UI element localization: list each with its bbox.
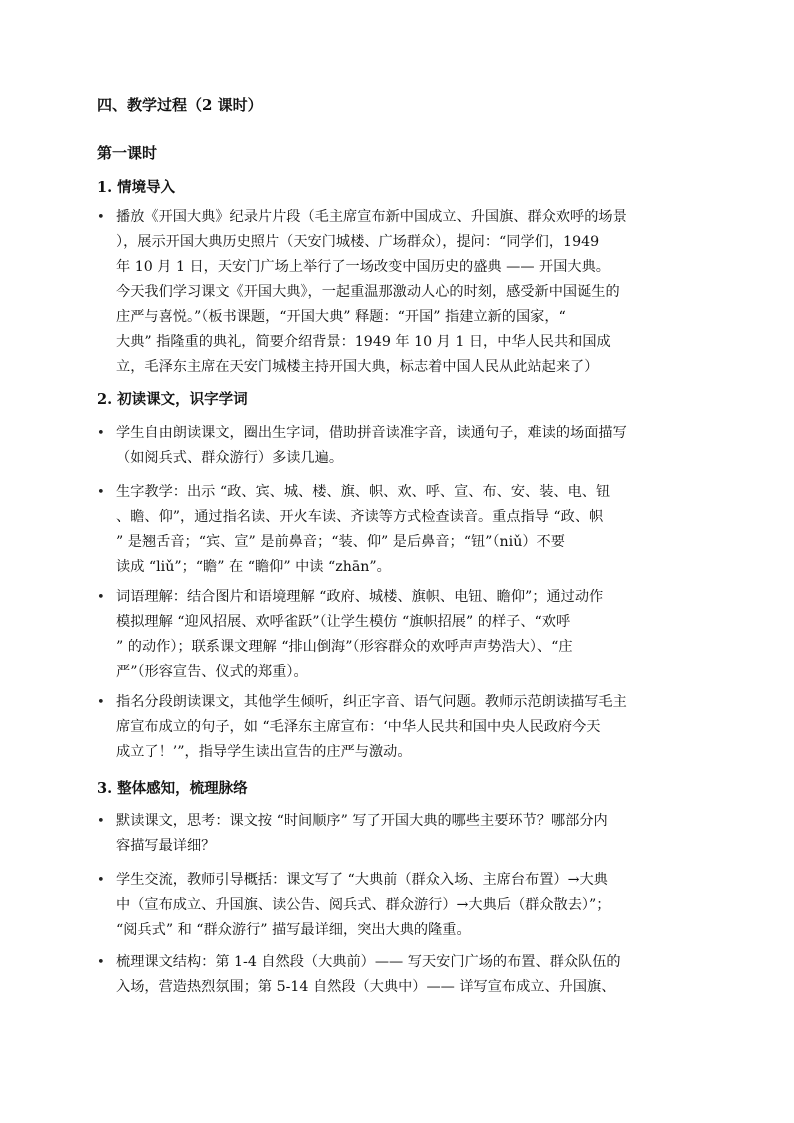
- bullet-marker: •: [97, 426, 105, 441]
- text-line: 中（宣布成立、升国旗、读公告、阅兵式、群众游行）→大典后（群众散去）”；: [116, 897, 611, 913]
- text-line: 词语理解：结合图片和语境理解 “政府、城楼、旗帜、电钮、瞻仰”；通过动作: [116, 589, 604, 605]
- bullet-marker: •: [97, 873, 105, 888]
- text-line: ），展示开国大典历史照片（天安门城楼、广场群众），提问：“同学们，1949: [116, 234, 600, 250]
- step-title-1: 1. 情境导入: [97, 179, 176, 196]
- text-line: 年 10 月 1 日，天安门广场上举行了一场改变中国历史的盛典 —— 开国大典。: [116, 259, 610, 275]
- text-line: 成立了！’”，指导学生读出宣告的庄严与激动。: [116, 744, 412, 760]
- bullet-item: [116, 690, 701, 765]
- text-line: 入场，营造热烈氛围；第 5-14 自然段（大典中）—— 详写宣布成立、升国旗、: [116, 979, 616, 995]
- text-line: 默读课文，思考：课文按 “时间顺序” 写了开国大典的哪些主要环节？哪部分内: [116, 813, 608, 829]
- text-line: 播放《开国大典》纪录片片段（毛主席宣布新中国成立、升国旗、群众欢呼的场景: [116, 209, 627, 225]
- step-title-3: 3. 整体感知，梳理脉络: [97, 780, 248, 797]
- text-line: “阅兵式” 和 “群众游行” 描写最详细，突出大典的隆重。: [116, 922, 471, 938]
- text-line: 、瞻、仰”，通过指名读、开火车读、齐读等方式检查读音。重点指导 “政、帜: [116, 509, 604, 525]
- bullet-item: [116, 809, 701, 859]
- lesson-title: 第一课时: [97, 144, 158, 162]
- bullet-marker: •: [97, 814, 105, 829]
- text-line: 指名分段朗读课文，其他学生倾听，纠正字音、语气问题。教师示范朗读描写毛主: [116, 694, 627, 710]
- bullet-marker: •: [97, 590, 105, 605]
- bullet-item: [116, 421, 701, 471]
- bullet-item: [116, 585, 701, 685]
- text-line: 学生自由朗读课文，圈出生字词，借助拼音读准字音，读通句子，难读的场面描写: [116, 425, 627, 441]
- text-line: 生字教学：出示 “政、宾、城、楼、旗、帜、欢、呼、宣、布、安、装、电、钮: [116, 484, 611, 500]
- bullet-item: [116, 480, 701, 580]
- bullet-item: [116, 950, 701, 1000]
- text-line: 今天我们学习课文《开国大典》，一起重温那激动人心的时刻，感受新中国诞生的: [116, 284, 620, 300]
- bullet-item: [116, 205, 701, 380]
- text-line: ” 的动作）；联系课文理解 “排山倒海”（形容群众的欢呼声声势浩大）、“庄: [116, 639, 573, 655]
- text-line: 梳理课文结构：第 1-4 自然段（大典前）—— 写天安门广场的布置、群众队伍的: [116, 954, 621, 970]
- text-line: 学生交流，教师引导概括：课文写了 “大典前（群众入场、主席台布置）→大典: [116, 872, 608, 888]
- step-title-2: 2. 初读课文，识字学词: [97, 391, 248, 408]
- text-line: 容描写最详细？: [116, 838, 216, 854]
- bullet-marker: •: [97, 955, 105, 970]
- text-line: 立，毛泽东主席在天安门城楼主持开国大典，标志着中国人民从此站起来了）: [116, 359, 599, 375]
- text-line: 模拟理解 “迎风招展、欢呼雀跃”（让学生模仿 “旗帜招展” 的样子、“欢呼: [116, 614, 571, 630]
- bullet-marker: •: [97, 210, 105, 225]
- bullet-marker: •: [97, 695, 105, 710]
- text-line: 大典” 指隆重的典礼，简要介绍背景：1949 年 10 月 1 日，中华人民共和国成: [116, 334, 611, 350]
- text-line: 严”（形容宣告、仪式的郑重）。: [116, 664, 308, 680]
- bullet-marker: •: [97, 485, 105, 500]
- text-line: 庄严与喜悦。”（板书课题，“开国大典” 释题：“开国” 指建立新的国家，“: [116, 309, 566, 325]
- text-line: 读成 “liǔ”；“瞻” 在 “瞻仰” 中读 “zhān”。: [116, 559, 391, 575]
- text-line: （如阅兵式、群众游行）多读几遍。: [116, 450, 344, 466]
- bullet-item: [116, 868, 701, 943]
- text-line: ” 是翘舌音；“宾、宣” 是前鼻音；“装、仰” 是后鼻音；“钮”（niǔ）不要: [116, 534, 565, 550]
- section-title: 四、教学过程（2 课时）: [97, 96, 263, 114]
- text-line: 席宣布成立的句子，如 “毛泽东主席宣布：‘中华人民共和国中央人民政府今天: [116, 719, 601, 735]
